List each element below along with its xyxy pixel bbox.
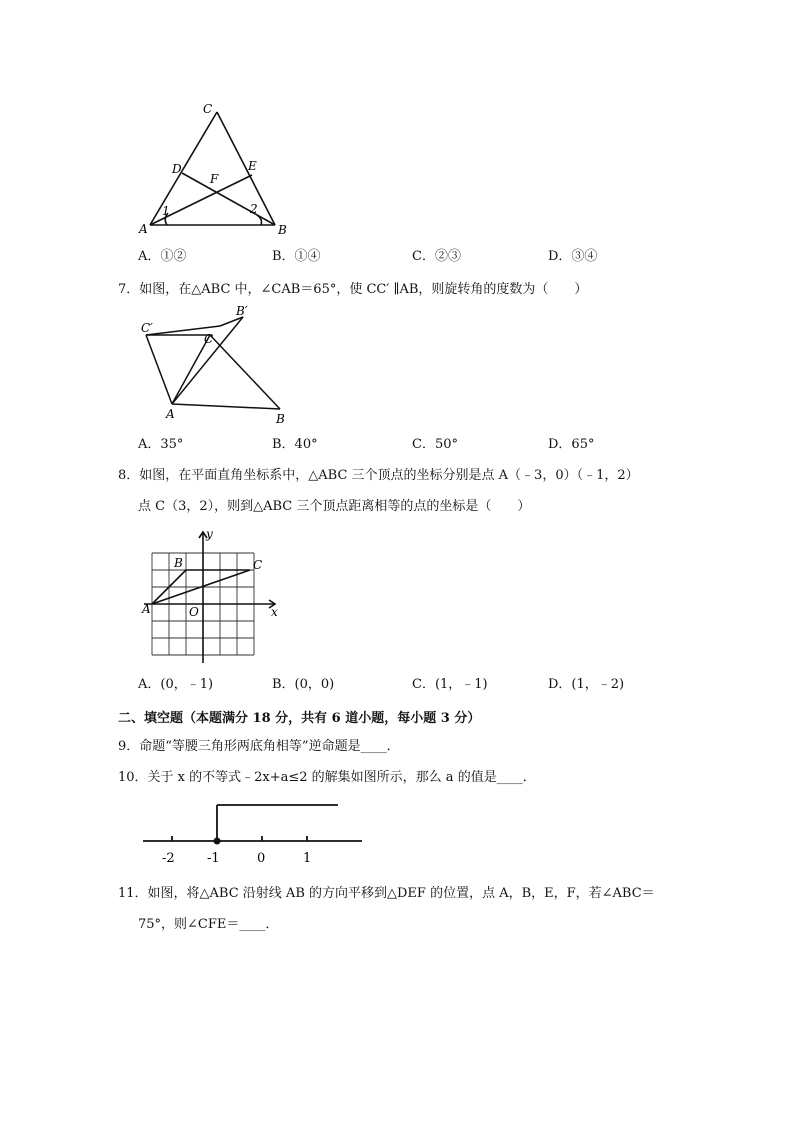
q7-text: 7．如图，在△ABC 中，∠CAB＝65°，使 CC′ ∥AB，则旋转角的度数为（ ）	[118, 282, 588, 297]
q8-option-a: A．(0，﹣1)	[138, 677, 214, 692]
q6-label-d: D	[172, 162, 182, 176]
q6-label-c: C	[203, 102, 213, 116]
q7-option-d: D．65°	[548, 437, 595, 452]
q8-label-x: x	[271, 605, 278, 619]
q8-label-a: A	[142, 602, 151, 616]
q6-option-c: C．②③	[412, 249, 461, 264]
q8-label-c: C	[253, 558, 263, 572]
q7-label-c-prime: C′	[141, 321, 153, 335]
q8-label-b: B	[174, 556, 183, 570]
q6-label-e: E	[248, 159, 257, 173]
q7-option-a: A．35°	[138, 437, 184, 452]
q6-option-a: A．①②	[138, 249, 187, 264]
q6-label-angle1: 1	[162, 204, 170, 218]
q7-option-b: B．40°	[272, 437, 318, 452]
q6-option-d: D．③④	[548, 249, 598, 264]
q9-text: 9．命题“等腰三角形两底角相等”逆命题是____．	[118, 739, 400, 754]
q10-tick-1: 1	[303, 851, 312, 866]
q8-option-d: D．(1，﹣2)	[548, 677, 625, 692]
q10-tick-0: 0	[257, 851, 266, 866]
q6-label-a: A	[139, 222, 148, 236]
q8-label-y: y	[206, 527, 213, 541]
q7-option-c: C．50°	[412, 437, 458, 452]
q8-coordinate-figure	[140, 527, 285, 667]
q6-option-b: B．①④	[272, 249, 321, 264]
q10-tick-neg2: -2	[162, 851, 175, 866]
q8-text-line1: 8．如图，在平面直角坐标系中，△ABC 三个顶点的坐标分别是点 A（﹣3，0）（﹣1，2）	[118, 468, 639, 483]
q7-label-b: B	[276, 412, 285, 426]
q7-label-a: A	[166, 407, 175, 421]
q7-rotation-figure	[135, 302, 295, 430]
q7-label-c: C	[204, 332, 214, 346]
q6-label-b: B	[278, 223, 287, 237]
q10-tick-neg1: -1	[207, 851, 220, 866]
q6-label-f: F	[210, 172, 219, 186]
q8-option-b: B．(0，0)	[272, 677, 335, 692]
q11-text-line2: 75°，则∠CFE＝____．	[138, 917, 279, 932]
q6-label-angle2: 2	[250, 202, 258, 216]
section-heading-fill-in: 二、填空题（本题满分 18 分，共有 6 道小题，每小题 3 分）	[118, 711, 481, 726]
q10-text: 10．关于 x 的不等式﹣2x+a≤2 的解集如图所示，那么 a 的值是____．	[118, 770, 536, 785]
q8-option-c: C．(1，﹣1)	[412, 677, 488, 692]
q10-number-line-figure	[140, 798, 365, 868]
q6-triangle-figure	[135, 95, 295, 240]
q8-label-o: O	[189, 605, 199, 619]
q11-text-line1: 11．如图，将△ABC 沿射线 AB 的方向平移到△DEF 的位置，点 A，B，E，F，若∠ABC＝	[118, 886, 655, 901]
q8-text-line2: 点 C（3，2），则到△ABC 三个顶点距离相等的点的坐标是（ ）	[138, 499, 531, 514]
q7-label-b-prime: B′	[236, 304, 248, 318]
